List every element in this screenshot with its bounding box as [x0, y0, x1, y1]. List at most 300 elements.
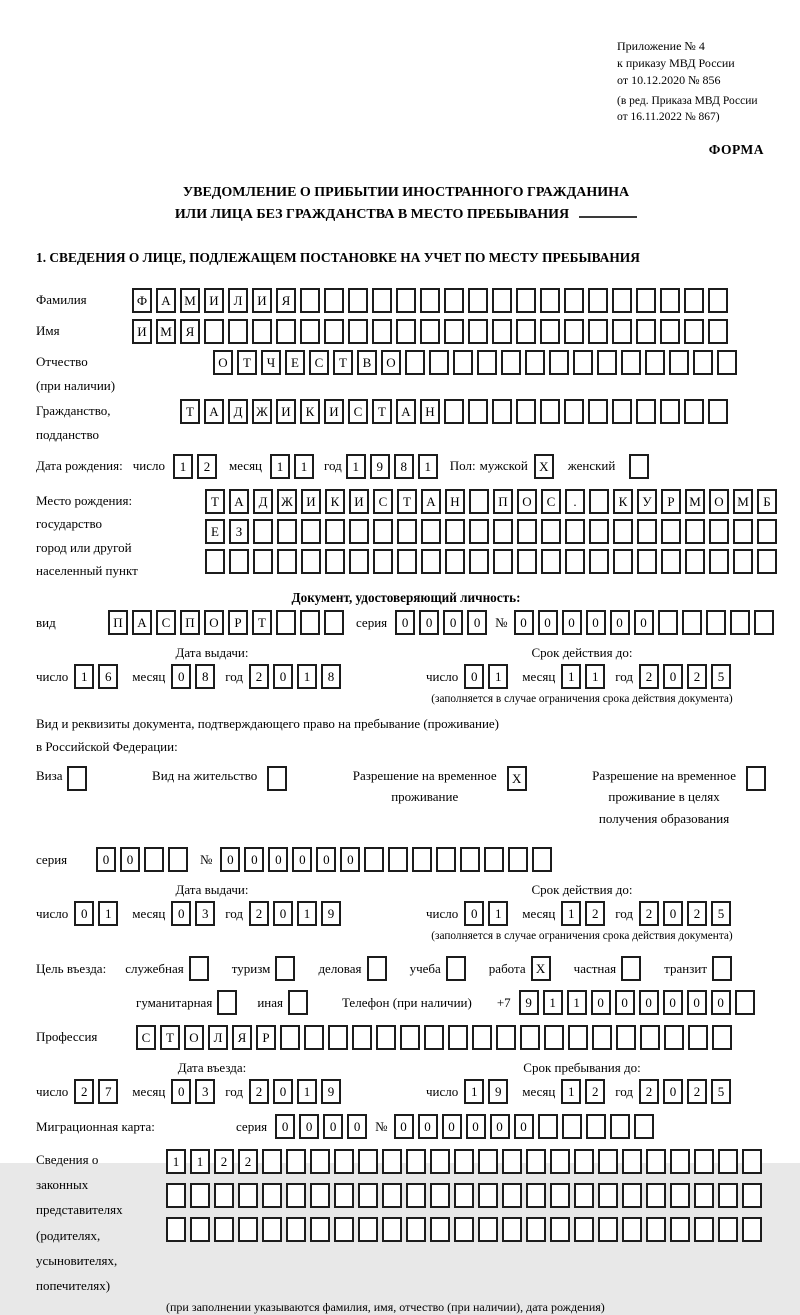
char-cell: 0 [464, 901, 484, 926]
char-cell [205, 549, 225, 574]
char-cell: М [685, 489, 705, 514]
char-cell [454, 1217, 474, 1242]
edu-residence-label [592, 765, 736, 829]
birth-day-cells [173, 454, 221, 479]
char-cell [565, 549, 585, 574]
char-cell: Т [237, 350, 257, 375]
char-cell: 0 [663, 1079, 683, 1104]
char-cell [373, 549, 393, 574]
legal-note: (при заполнении указываются фамилия, имя, отчество (при наличии), дата рождения) [166, 1299, 605, 1314]
purpose-transit-label: транзит [664, 960, 707, 976]
citizenship-label-line1: Гражданство, [36, 403, 111, 419]
char-cell: 0 [418, 1114, 438, 1139]
char-cell [420, 319, 440, 344]
phone-prefix: +7 [496, 994, 511, 1010]
char-cell [645, 350, 665, 375]
char-cell [544, 1025, 564, 1050]
residence-type-row [36, 765, 776, 829]
char-cell [334, 1217, 354, 1242]
char-cell [217, 990, 237, 1015]
char-cell [214, 1217, 234, 1242]
char-cell [262, 1217, 282, 1242]
birth-month-cells [270, 454, 318, 479]
char-cell [733, 549, 753, 574]
char-cell: 1 [297, 1079, 317, 1104]
identity-doc-row [36, 610, 776, 635]
char-cell: Л [208, 1025, 228, 1050]
char-cell [286, 1183, 306, 1208]
char-cell [373, 519, 393, 544]
char-cell: 0 [273, 901, 293, 926]
char-cell: И [301, 489, 321, 514]
residence-permit-checkbox [267, 766, 291, 791]
char-cell [492, 319, 512, 344]
char-cell [325, 519, 345, 544]
char-cell [693, 350, 713, 375]
char-cell: 0 [663, 901, 683, 926]
form-title-line-1: УВЕДОМЛЕНИЕ О ПРИБЫТИИ ИНОСТРАННОГО ГРАЖДАНИНА [182, 184, 630, 200]
stay-until-group [388, 1060, 776, 1104]
char-cell: X [534, 454, 554, 479]
char-cell [492, 399, 512, 424]
temp-residence-option [353, 765, 531, 808]
char-cell [446, 956, 466, 981]
char-cell [549, 350, 569, 375]
char-cell: 0 [220, 847, 240, 872]
char-cell: 1 [294, 454, 314, 479]
identity-issue-row [36, 664, 388, 689]
char-cell [658, 610, 678, 635]
char-cell: Н [445, 489, 465, 514]
char-cell: 1 [543, 990, 563, 1015]
amendment-line-1: (в ред. Приказа МВД России [617, 95, 758, 108]
char-cell [238, 1217, 258, 1242]
char-cell: 0 [591, 990, 611, 1015]
purpose-transit-option [664, 956, 736, 981]
char-cell: Т [333, 350, 353, 375]
char-cell [166, 1183, 186, 1208]
char-cell: 5 [711, 901, 731, 926]
residence-number-cells [220, 847, 556, 872]
char-cell: А [229, 489, 249, 514]
char-cell [276, 319, 296, 344]
temp-residence-label-line2: проживание [391, 789, 459, 805]
char-cell: 2 [74, 1079, 94, 1104]
migration-number-label: № [375, 1118, 388, 1134]
char-cell [612, 399, 632, 424]
char-cell [520, 1025, 540, 1050]
char-cell: 0 [273, 664, 293, 689]
char-cell: 5 [711, 664, 731, 689]
char-cell [733, 519, 753, 544]
stay-month-label: месяц [522, 1083, 556, 1099]
char-cell [532, 847, 552, 872]
migration-card-label: Миграционная карта: [36, 1118, 155, 1134]
char-cell [406, 1183, 426, 1208]
patronymic-label [36, 350, 213, 397]
residence-permit-label: Вид на жительство [152, 767, 258, 783]
char-cell [757, 549, 777, 574]
form-title-line-2 [36, 204, 776, 226]
char-cell [621, 956, 641, 981]
issue-day-label: число [36, 668, 69, 684]
char-cell: О [517, 489, 537, 514]
birth-place-cells [205, 489, 781, 579]
forma-label: ФОРМА [708, 141, 764, 157]
char-cell [540, 399, 560, 424]
char-cell: А [132, 610, 152, 635]
char-cell [468, 319, 488, 344]
char-cell: Т [160, 1025, 180, 1050]
char-cell: 0 [610, 610, 630, 635]
char-cell: У [637, 489, 657, 514]
char-cell [516, 399, 536, 424]
residence-issue-row [36, 901, 388, 926]
char-cell: 0 [292, 847, 312, 872]
temp-residence-label [353, 765, 497, 808]
char-cell: Т [205, 489, 225, 514]
char-cell: 1 [561, 901, 581, 926]
char-cell: 2 [687, 1079, 707, 1104]
purpose-work-option [489, 956, 555, 981]
char-cell [637, 549, 657, 574]
char-cell [610, 1114, 630, 1139]
char-cell: 2 [249, 1079, 269, 1104]
char-cell [660, 399, 680, 424]
purpose-humanitarian-checkbox [217, 990, 241, 1015]
char-cell [712, 956, 732, 981]
char-cell: 9 [370, 454, 390, 479]
residence-issue-day-cells [74, 901, 122, 926]
char-cell: 0 [347, 1114, 367, 1139]
char-cell: Т [180, 399, 200, 424]
char-cell [469, 489, 489, 514]
char-cell: А [396, 399, 416, 424]
char-cell [358, 1183, 378, 1208]
char-cell [189, 956, 209, 981]
entry-year-cells [249, 1079, 345, 1104]
char-cell: . [565, 489, 585, 514]
char-cell [754, 610, 774, 635]
char-cell [372, 319, 392, 344]
char-cell [406, 1149, 426, 1174]
char-cell: С [541, 489, 561, 514]
purpose-business-checkbox [367, 956, 391, 981]
birth-place-row [36, 489, 776, 583]
identity-series-cells [395, 610, 491, 635]
char-cell [453, 350, 473, 375]
amendment-line-2: от 16.11.2022 № 867) [617, 111, 720, 124]
stay-day-label: число [426, 1083, 459, 1099]
char-cell [613, 519, 633, 544]
char-cell: 0 [639, 990, 659, 1015]
char-cell [460, 847, 480, 872]
char-cell: 0 [711, 990, 731, 1015]
char-cell [517, 519, 537, 544]
legal-label-line2: законных [36, 1177, 89, 1193]
visit-purpose-row [36, 956, 776, 981]
char-cell: Я [180, 319, 200, 344]
char-cell: К [325, 489, 345, 514]
birth-day-label: число [132, 458, 165, 474]
char-cell: 1 [166, 1149, 186, 1174]
char-cell: И [324, 399, 344, 424]
char-cell [540, 319, 560, 344]
amendment-block [617, 93, 787, 125]
profession-row [36, 1025, 776, 1050]
form-title [36, 182, 776, 227]
char-cell: 1 [346, 454, 366, 479]
char-cell: 0 [323, 1114, 343, 1139]
char-cell [706, 610, 726, 635]
char-cell [358, 1149, 378, 1174]
visit-purpose-row2 [36, 990, 776, 1015]
char-cell: 1 [74, 664, 94, 689]
char-cell [430, 1183, 450, 1208]
purpose-official-option [125, 956, 213, 981]
char-cell: 1 [297, 664, 317, 689]
char-cell [493, 549, 513, 574]
residence-issue-year-cells [249, 901, 345, 926]
char-cell [429, 350, 449, 375]
entry-year-label: год [225, 1083, 244, 1099]
char-cell: И [252, 288, 272, 313]
char-cell: 3 [195, 1079, 215, 1104]
char-cell [478, 1149, 498, 1174]
char-cell: С [348, 399, 368, 424]
patronymic-label-line1: Отчество [36, 354, 88, 370]
char-cell [708, 288, 728, 313]
char-cell [300, 288, 320, 313]
char-cell: К [613, 489, 633, 514]
char-cell [589, 519, 609, 544]
char-cell: 0 [394, 1114, 414, 1139]
char-cell [444, 399, 464, 424]
legal-label-line6: попечителях) [36, 1277, 111, 1293]
char-cell: 6 [98, 664, 118, 689]
char-cell: 0 [663, 664, 683, 689]
char-cell [168, 847, 188, 872]
char-cell: А [156, 288, 176, 313]
char-cell: 2 [639, 901, 659, 926]
char-cell [694, 1217, 714, 1242]
char-cell [253, 549, 273, 574]
identity-number-label: № [495, 614, 508, 630]
char-cell: 2 [639, 664, 659, 689]
char-cell [493, 519, 513, 544]
identity-valid-month-cells [561, 664, 609, 689]
char-cell [372, 288, 392, 313]
char-cell [718, 1183, 738, 1208]
char-cell: 2 [197, 454, 217, 479]
identity-series-label: серия [356, 614, 388, 630]
char-cell [684, 288, 704, 313]
char-cell [636, 288, 656, 313]
char-cell [468, 288, 488, 313]
valid-year-label: год [615, 668, 634, 684]
purpose-humanitarian-label: гуманитарная [136, 994, 213, 1010]
stay-year-cells [639, 1079, 735, 1104]
birth-place-cells-row3 [205, 549, 781, 574]
char-cell: О [709, 489, 729, 514]
char-cell: 2 [214, 1149, 234, 1174]
char-cell: Т [372, 399, 392, 424]
char-cell: 0 [562, 610, 582, 635]
char-cell: 3 [195, 901, 215, 926]
appendix-line-3: от 10.12.2020 № 856 [617, 72, 721, 87]
residence-doc-heading-line2: в Российской Федерации: [36, 739, 178, 755]
char-cell [574, 1183, 594, 1208]
char-cell [526, 1149, 546, 1174]
char-cell [367, 956, 387, 981]
char-cell [622, 1149, 642, 1174]
identity-doc-heading: Документ, удостоверяющий личность: [291, 590, 521, 606]
char-cell [301, 519, 321, 544]
char-cell: 2 [249, 901, 269, 926]
char-cell [469, 519, 489, 544]
char-cell [276, 610, 296, 635]
char-cell: В [357, 350, 377, 375]
char-cell: 2 [238, 1149, 258, 1174]
identity-valid-row [388, 664, 776, 689]
char-cell: 2 [687, 901, 707, 926]
char-cell [280, 1025, 300, 1050]
char-cell: 1 [488, 901, 508, 926]
section1-heading: 1. СВЕДЕНИЯ О ЛИЦЕ, ПОДЛЕЖАЩЕМ ПОСТАНОВКЕ НА УЧЕТ ПО МЕСТУ ПРЕБЫВАНИЯ [36, 250, 640, 266]
char-cell [564, 288, 584, 313]
char-cell: 0 [120, 847, 140, 872]
title-blank-underline [579, 204, 637, 218]
legal-label-line4: (родителях, [36, 1227, 101, 1243]
sex-female-label: женский [567, 458, 616, 474]
residence-series-label: серия [36, 851, 68, 867]
char-cell: О [184, 1025, 204, 1050]
residence-valid-group [388, 882, 776, 942]
given-name-cells [132, 319, 732, 344]
identity-issue-month-cells [171, 664, 219, 689]
char-cell: А [204, 399, 224, 424]
birth-place-cells-row2 [205, 519, 781, 544]
residence-series-cells [96, 847, 192, 872]
residence-doc-heading [36, 713, 776, 759]
char-cell: 1 [98, 901, 118, 926]
edu-residence-option [592, 765, 770, 829]
char-cell [525, 350, 545, 375]
purpose-tourism-checkbox [275, 956, 299, 981]
residence-valid-month-cells [561, 901, 609, 926]
char-cell: 0 [96, 847, 116, 872]
birth-place-label-line1: Место рождения: [36, 492, 133, 508]
purpose-work-checkbox [531, 956, 555, 981]
form-title-line-2-text: ИЛИ ЛИЦА БЕЗ ГРАЖДАНСТВА В МЕСТО ПРЕБЫВАНИЯ [174, 206, 570, 222]
char-cell: 0 [687, 990, 707, 1015]
char-cell: Р [661, 489, 681, 514]
char-cell: 2 [249, 664, 269, 689]
char-cell [228, 319, 248, 344]
entry-month-cells [171, 1079, 219, 1104]
birth-place-label [36, 489, 205, 583]
purpose-study-checkbox [446, 956, 470, 981]
identity-valid-heading: Срок действия до: [531, 645, 633, 661]
char-cell: 0 [634, 610, 654, 635]
char-cell [328, 1025, 348, 1050]
char-cell [612, 319, 632, 344]
char-cell: Я [232, 1025, 252, 1050]
char-cell [526, 1183, 546, 1208]
char-cell: 0 [273, 1079, 293, 1104]
char-cell: П [108, 610, 128, 635]
identity-doc-dates [36, 645, 776, 705]
sex-male-label: мужской [479, 458, 528, 474]
char-cell [382, 1217, 402, 1242]
char-cell [349, 549, 369, 574]
char-cell [573, 350, 593, 375]
char-cell [445, 549, 465, 574]
identity-issue-year-cells [249, 664, 345, 689]
char-cell: И [349, 489, 369, 514]
residence-doc-heading-line1: Вид и реквизиты документа, подтверждающего право на пребывание (проживание) [36, 716, 500, 732]
purpose-other-label: иная [257, 994, 283, 1010]
char-cell: П [493, 489, 513, 514]
char-cell [526, 1217, 546, 1242]
char-cell [613, 549, 633, 574]
char-cell [550, 1217, 570, 1242]
purpose-humanitarian-option [136, 990, 241, 1015]
char-cell [742, 1183, 762, 1208]
sex-male-checkbox [534, 454, 558, 479]
char-cell: М [156, 319, 176, 344]
char-cell [670, 1217, 690, 1242]
char-cell [684, 399, 704, 424]
char-cell [550, 1183, 570, 1208]
char-cell [588, 288, 608, 313]
char-cell: 0 [299, 1114, 319, 1139]
identity-number-cells [514, 610, 778, 635]
issue-month-label: месяц [132, 668, 166, 684]
char-cell: 0 [464, 664, 484, 689]
char-cell [478, 1217, 498, 1242]
char-cell: 9 [519, 990, 539, 1015]
char-cell [746, 766, 766, 791]
char-cell [502, 1183, 522, 1208]
char-cell [568, 1025, 588, 1050]
legal-label-line1: Сведения о [36, 1152, 99, 1168]
char-cell [550, 1149, 570, 1174]
char-cell [352, 1025, 372, 1050]
char-cell [636, 399, 656, 424]
char-cell [634, 1114, 654, 1139]
birth-place-label-line4: населенный пункт [36, 563, 138, 579]
char-cell [685, 549, 705, 574]
purpose-other-option [257, 990, 312, 1015]
char-cell: Ч [261, 350, 281, 375]
char-cell [592, 1025, 612, 1050]
char-cell [267, 766, 287, 791]
char-cell [502, 1217, 522, 1242]
char-cell [252, 319, 272, 344]
char-cell: А [421, 489, 441, 514]
identity-issue-group [36, 645, 388, 705]
char-cell [300, 319, 320, 344]
char-cell [310, 1183, 330, 1208]
residence-valid-day-label: число [426, 905, 459, 921]
char-cell: 1 [270, 454, 290, 479]
legal-cells-row3 [166, 1217, 766, 1242]
purpose-study-option [410, 956, 470, 981]
char-cell [685, 519, 705, 544]
migration-card-row [36, 1114, 776, 1139]
char-cell: 0 [663, 990, 683, 1015]
